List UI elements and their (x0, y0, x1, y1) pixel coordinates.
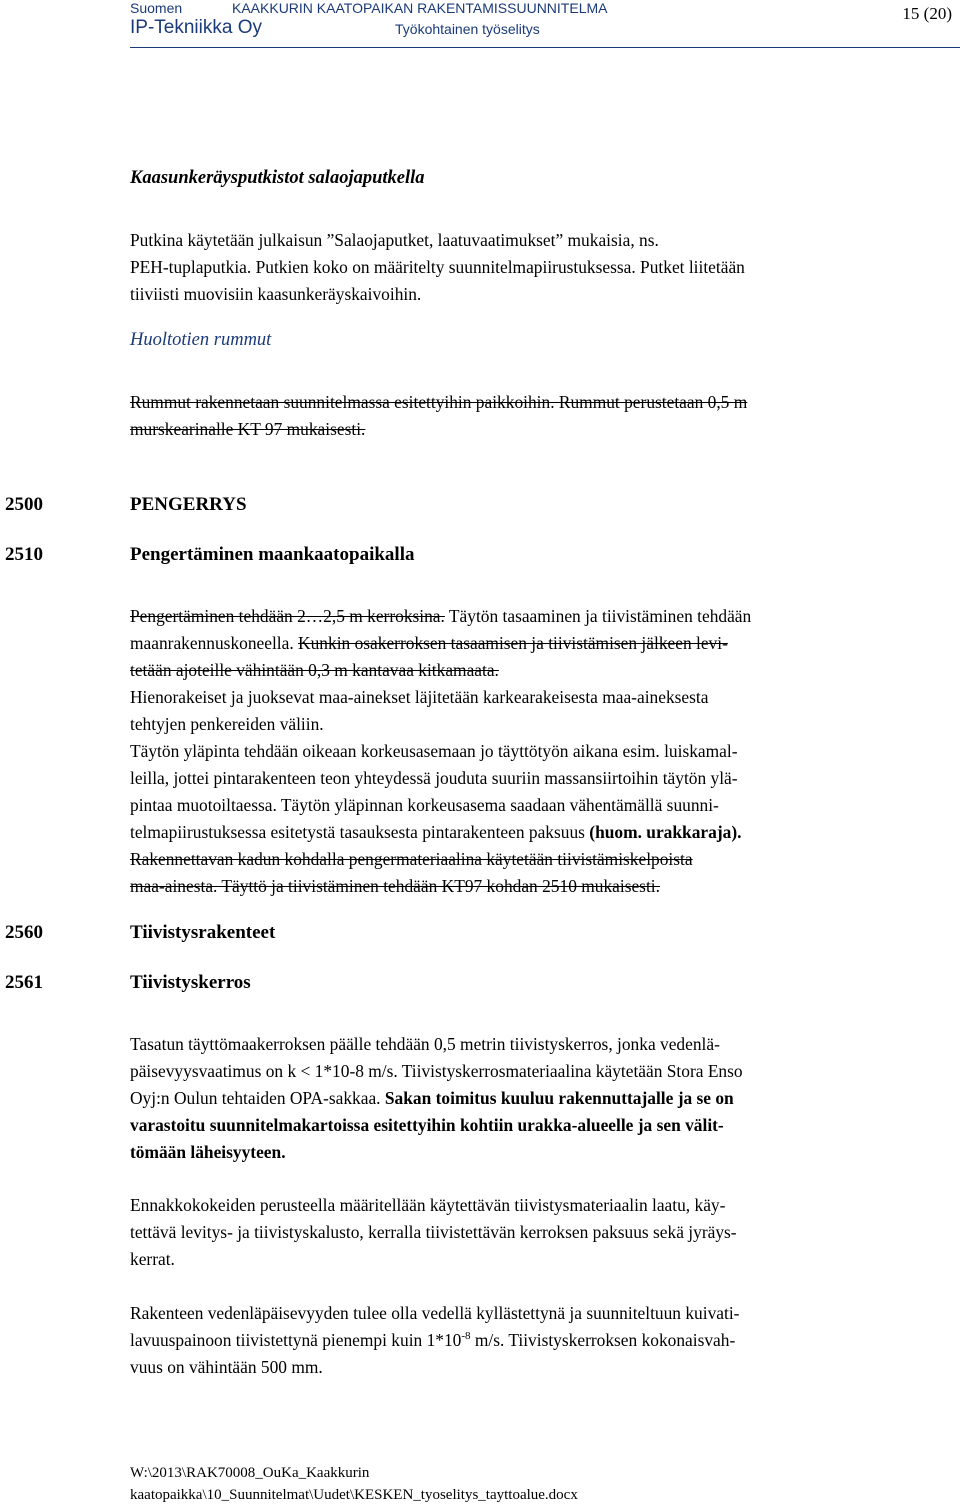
body-line: leilla, jottei pintarakenteen teon yhteydessä jouduta suuriin massansiirtoihin täytön ylä- (130, 768, 738, 788)
struck-line: maa-ainesta. Täyttö ja tiivistäminen tehdään KT97 kohdan 2510 mukaisesti. (130, 876, 660, 896)
body-line: vuus on vähintään 500 mm. (130, 1357, 323, 1377)
section-2510-number: 2510 (5, 544, 43, 565)
header-title: KAAKKURIN KAATOPAIKAN RAKENTAMISSUUNNITELMA (232, 0, 608, 16)
body-line: kerrat. (130, 1249, 175, 1269)
culverts-line: murskearinalle KT 97 mukaisesti. (130, 419, 366, 439)
body-line: tettävä levitys- ja tiivistyskalusto, kerralla tiivistettävän kerroksen paksuus sekä jyräys- (130, 1222, 737, 1242)
section-2561-title: Tiivistyskerros (130, 972, 251, 993)
section-2561-paragraph-2 (130, 1192, 956, 1273)
section-2560-number: 2560 (5, 922, 43, 943)
body-line (130, 630, 956, 657)
body-line: Tasatun täyttömaakerroksen päälle tehdään 0,5 metrin tiivistyskerros, jonka vedenlä- (130, 1034, 720, 1054)
body-text: Täytön tasaaminen ja tiivistäminen tehdään (444, 606, 752, 626)
culverts-heading: Huoltotien rummut (130, 330, 272, 350)
body-line: Hienorakeiset ja juoksevat maa-ainekset läjitetään karkearakeisesta maa-aineksesta (130, 687, 709, 707)
culverts-paragraph (130, 389, 956, 443)
footer-file-path (130, 1462, 578, 1506)
section-2510-body (130, 603, 956, 900)
body-text: telmapiirustuksessa esitetystä tasauksesta pintarakenteen paksuus (130, 822, 590, 842)
gas-line: PEH-tuplaputkia. Putkien koko on määritelty suunnitelmapiirustuksessa. Putket liitetään (130, 257, 745, 277)
body-text: m/s. Tiivistyskerroksen kokonaisvah- (470, 1330, 736, 1350)
section-2510-title: Pengertäminen maankaatopaikalla (130, 544, 415, 565)
body-line: Rakenteen vedenläpäisevyyden tulee olla vedellä kyllästettynä ja suunniteltuun kuivati- (130, 1303, 740, 1323)
body-line (130, 1112, 956, 1139)
exponent: -8 (461, 1330, 471, 1342)
section-2500-title: PENGERRYS (130, 494, 247, 515)
body-line (130, 819, 956, 846)
body-line (130, 1139, 956, 1166)
struck-text: Kunkin osakerroksen tasaamisen ja tiivistämisen jälkeen levi- (298, 633, 728, 653)
section-2561-paragraph-3 (130, 1300, 956, 1381)
gas-line: tiiviisti muovisiin kaasunkeräyskaivoihin. (130, 284, 422, 304)
header-doc-type: Työkohtainen työselitys (395, 21, 540, 37)
body-line: Ennakkokokeiden perusteella määritellään käytettävän tiivistysmateriaalin laatu, käy- (130, 1195, 726, 1215)
culverts-line: Rummut rakennetaan suunnitelmassa esitettyihin paikkoihin. Rummut perustetaan 0,5 m (130, 392, 748, 412)
body-line (130, 1327, 956, 1354)
bold-text: Sakan toimitus kuuluu rakennuttajalle ja se on (384, 1088, 734, 1108)
body-text: maanrakennuskoneella. (130, 633, 299, 653)
contract-boundary-note: (huom. urakkaraja). (589, 822, 742, 842)
footer-line: W:\2013\RAK70008_OuKa_Kaakkurin (130, 1465, 370, 1481)
page-number: 15 (20) (902, 4, 952, 23)
body-line: tehtyjen penkereiden väliin. (130, 714, 324, 734)
body-line: päisevyysvaatimus on k < 1*10-8 m/s. Tiivistyskerrosmateriaalina käytetään Stora Enso (130, 1061, 743, 1081)
struck-line: Rakennettavan kadun kohdalla pengermateriaalina käytetään tiivistämiskelpoista (130, 849, 693, 869)
body-text: Oyj:n Oulun tehtaiden OPA-sakkaa. (130, 1088, 385, 1108)
gas-heading: Kaasunkeräysputkistot salaojaputkella (130, 168, 425, 188)
section-2561-number: 2561 (5, 972, 43, 993)
body-line: Täytön yläpinta tehdään oikeaan korkeusasemaan jo täyttötyön aikana esim. luiskamal- (130, 741, 738, 761)
struck-text: Pengertäminen tehdään 2…2,5 m kerroksina. (130, 606, 445, 626)
section-2561-paragraph-1 (130, 1031, 956, 1166)
bold-text: varastoitu suunnitelmakartoissa esitettyihin kohtiin urakka-alueelle ja sen välit- (130, 1115, 724, 1135)
body-text: lavuuspainoon tiivistettynä pienempi kuin 1*10 (130, 1330, 462, 1350)
header-language: Suomen (130, 0, 183, 16)
body-line (130, 1085, 956, 1112)
header-company: IP-Tekniikka Oy (130, 17, 262, 38)
section-2560-title: Tiivistysrakenteet (130, 922, 276, 943)
footer-line: kaatopaikka\10_Suunnitelmat\Uudet\KESKEN_tyoselitys_tayttoalue.docx (130, 1487, 578, 1503)
gas-line: Putkina käytetään julkaisun ”Salaojaputket, laatuvaatimukset” mukaisia, ns. (130, 230, 659, 250)
bold-text: tömään läheisyyteen. (130, 1142, 286, 1162)
struck-line: tetään ajoteille vähintään 0,3 m kantavaa kitkamaata. (130, 660, 499, 680)
section-2500-number: 2500 (5, 494, 43, 515)
gas-paragraph (130, 227, 956, 308)
body-line: pintaa muotoiltaessa. Täytön yläpinnan korkeusasema saadaan vähentämällä suunni- (130, 795, 719, 815)
header-rule (130, 47, 960, 48)
body-line (130, 603, 956, 630)
